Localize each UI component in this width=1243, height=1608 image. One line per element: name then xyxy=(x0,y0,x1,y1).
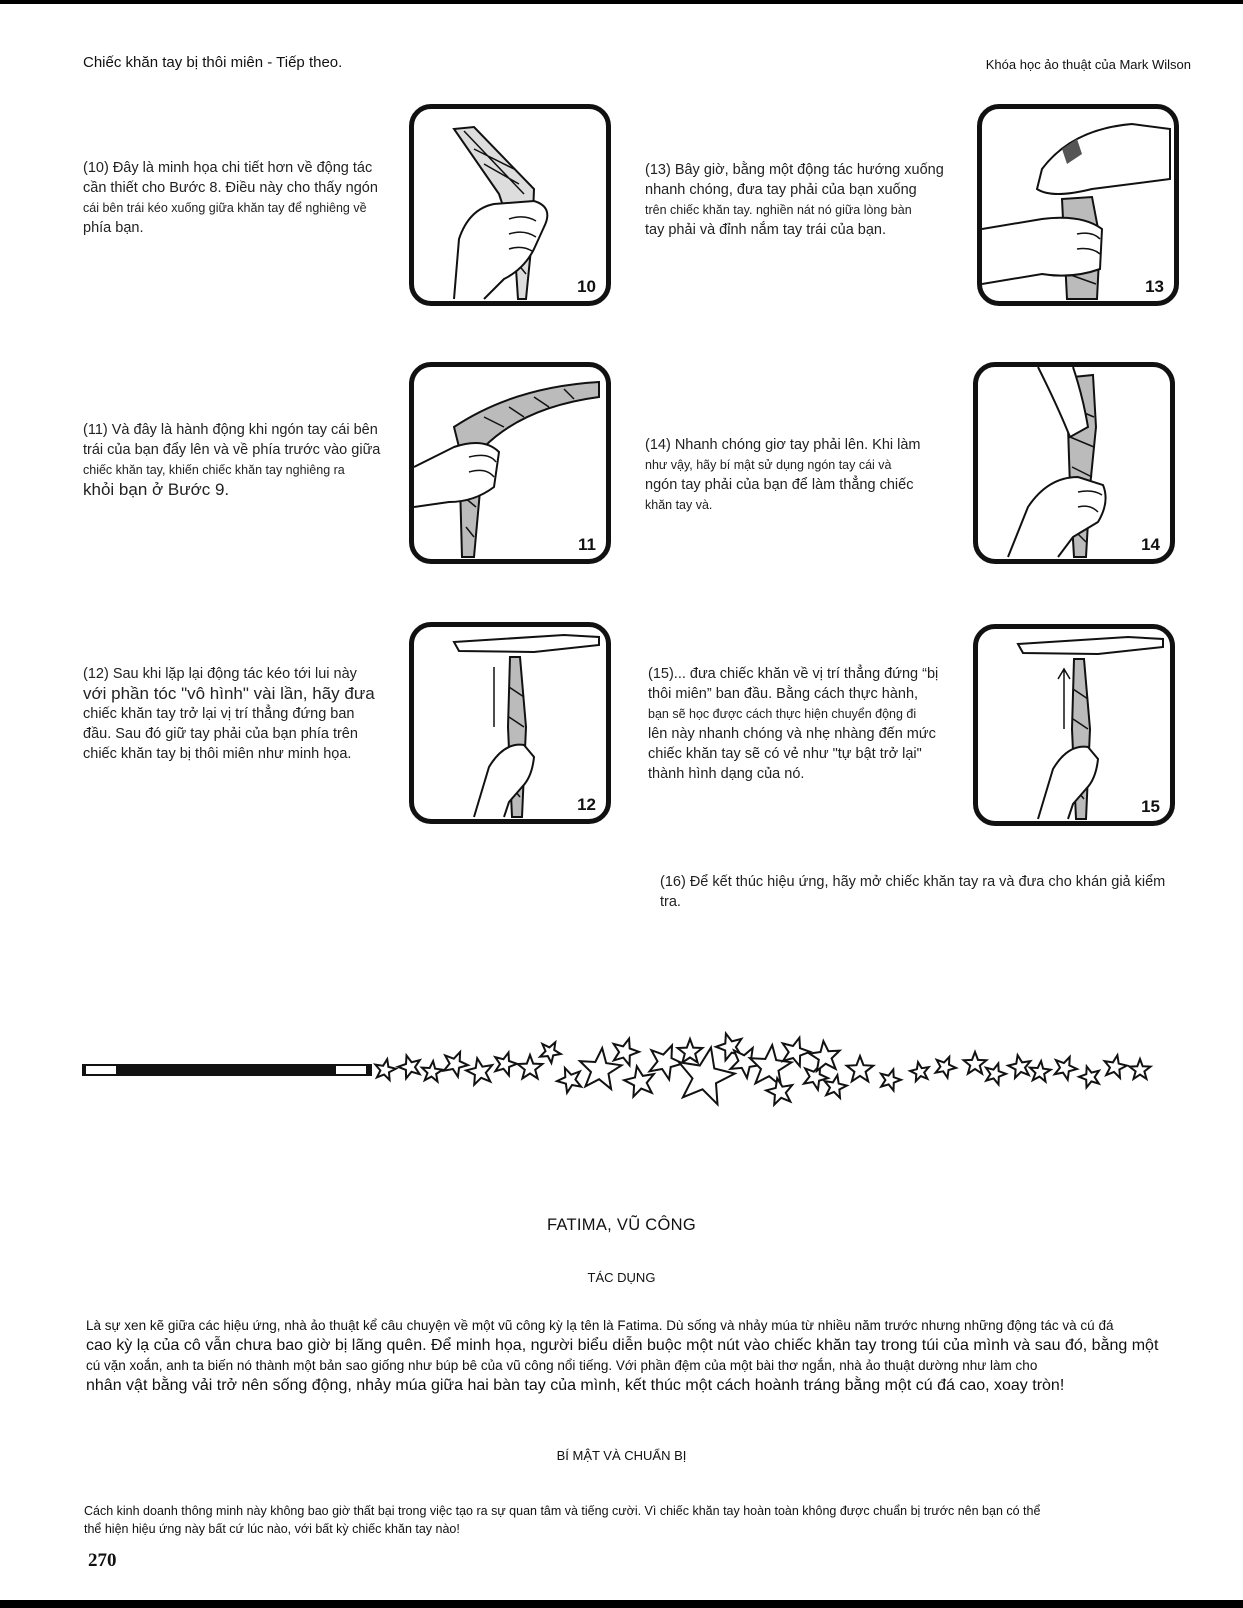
star-shape xyxy=(881,1070,901,1091)
star-shape xyxy=(847,1056,874,1081)
caption-line: bạn sẽ học được cách thực hiện chuyển động đi xyxy=(648,707,917,721)
subheading-secret: BÍ MẬT VÀ CHUẨN BỊ xyxy=(556,1448,687,1463)
star-shape xyxy=(750,1045,792,1086)
caption-line: (13) Bây giờ, bằng một động tác hướng xuống xyxy=(645,162,944,178)
star-shape xyxy=(936,1057,956,1078)
caption-line: khỏi bạn ở Bước 9. xyxy=(83,480,230,499)
paragraph-line: Cách kinh doanh thông minh này không bao giờ thất bại trong việc tạo ra sự quan tâm và tiếng cười. Vì chiếc khăn tay hoàn toàn không được chuẩn bị trước nên bạn có thể xyxy=(84,1504,1041,1518)
caption-line: (12) Sau khi lặp lại động tác kéo tới lui này xyxy=(83,666,357,682)
star-shape xyxy=(804,1065,828,1090)
caption-line: tay phải và đỉnh nắm tay trái của bạn. xyxy=(645,222,887,238)
caption-line: trên chiếc khăn tay. nghiền nát nó giữa lòng bàn xyxy=(645,203,912,217)
star-shape xyxy=(557,1068,581,1093)
caption-line: khăn tay và. xyxy=(645,498,713,512)
handkerchief-illustration xyxy=(414,109,606,301)
star-shape xyxy=(540,1042,561,1063)
star-shape xyxy=(375,1059,396,1080)
star-shape xyxy=(495,1053,517,1076)
bottom-rule xyxy=(0,1600,1243,1608)
star-shape xyxy=(1079,1067,1099,1088)
caption-line: nhanh chóng, đưa tay phải của bạn xuống xyxy=(645,182,917,198)
running-header-left: Chiếc khăn tay bị thôi miên - Tiếp theo. xyxy=(83,54,343,71)
step-11-caption xyxy=(83,420,388,500)
caption-line: (10) Đây là minh họa chi tiết hơn về động tác xyxy=(83,160,373,176)
panel-number: 12 xyxy=(577,795,596,814)
step-14-caption xyxy=(645,435,955,515)
section-title: FATIMA, VŨ CÔNG xyxy=(546,1216,697,1234)
star-shape xyxy=(986,1064,1006,1085)
star-shape xyxy=(444,1052,468,1077)
star-cluster xyxy=(375,1034,1150,1105)
illustration-panel-10 xyxy=(409,104,611,306)
panel-number: 10 xyxy=(577,277,596,296)
paragraph-line: thể hiện hiệu ứng này bất cứ lúc nào, với bất kỳ chiếc khăn tay nào! xyxy=(84,1522,460,1536)
caption-line: (15)... đưa chiếc khăn về vị trí thẳng đứng “bị xyxy=(648,666,939,682)
star-shape xyxy=(1008,1055,1030,1078)
caption-line: cần thiết cho Bước 8. Điều này cho thấy ngón xyxy=(83,180,378,196)
star-shape xyxy=(910,1062,929,1081)
step-16-caption xyxy=(660,872,1200,912)
caption-line: (11) Và đây là hành động khi ngón tay cái bên xyxy=(83,422,378,438)
star-shape xyxy=(1105,1055,1127,1078)
illustration-panel-12 xyxy=(409,622,611,824)
panel-number: 13 xyxy=(1145,277,1164,296)
step-15-caption xyxy=(648,664,953,784)
caption-line: thôi miên” ban đầu. Bằng cách thực hành, xyxy=(648,686,919,702)
paragraph-line: cú vặn xoắn, anh ta biến nó thành một bản sao giống như búp bê của vũ công nổi tiếng. Với phần đệm của một bài thơ ngắn, nhà ảo thuật dường như làm cho xyxy=(86,1358,1038,1373)
star-shape xyxy=(580,1048,622,1089)
caption-line: trái của bạn đẩy lên và về phía trước vào giữa xyxy=(83,442,381,458)
illustration-panel-11 xyxy=(409,362,611,564)
top-rule xyxy=(0,0,1243,4)
handkerchief-illustration xyxy=(978,367,1170,559)
paragraph-line: cao kỳ lạ của cô vẫn chưa bao giờ bị lãng quên. Để minh họa, người biểu diễn buộc một nút vào chiếc khăn tay trong túi của mình và sau đó, bằng một xyxy=(86,1337,1159,1354)
caption-line: chiếc khăn tay sẽ có vẻ như "tự bật trở lại" xyxy=(648,746,922,762)
caption-line: với phần tóc "vô hình" vài lần, hãy đưa xyxy=(83,684,375,703)
star-divider xyxy=(80,1022,1200,1122)
caption-line: như vậy, hãy bí mật sử dụng ngón tay cái và xyxy=(645,458,892,472)
star-shape xyxy=(398,1056,420,1079)
effect-paragraph xyxy=(86,1316,1186,1396)
star-shape xyxy=(1130,1059,1151,1079)
star-shape xyxy=(518,1055,543,1079)
star-shape xyxy=(466,1058,492,1084)
caption-line: (16) Để kết thúc hiệu ứng, hãy mở chiếc khăn tay ra và đưa cho khán giả kiểm xyxy=(660,874,1166,890)
caption-line: lên này nhanh chóng và nhẹ nhàng đến mức xyxy=(648,726,936,742)
running-header-right: Khóa học ảo thuật của Mark Wilson xyxy=(985,57,1191,72)
caption-line: (14) Nhanh chóng giơ tay phải lên. Khi làm xyxy=(645,437,921,453)
star-shape xyxy=(809,1041,839,1071)
handkerchief-illustration xyxy=(414,627,606,819)
caption-line: tra. xyxy=(660,894,681,910)
illustration-panel-15 xyxy=(973,624,1175,826)
caption-line: chiếc khăn tay, khiến chiếc khăn tay nghiêng ra xyxy=(83,463,345,477)
caption-line: phía bạn. xyxy=(83,220,144,236)
handkerchief-illustration xyxy=(982,109,1174,301)
caption-line: đầu. Sau đó giữ tay phải của bạn phía trên xyxy=(83,726,358,742)
illustration-panel-14 xyxy=(973,362,1175,564)
subheading-effect: TÁC DỤNG xyxy=(587,1270,656,1285)
handkerchief-illustration xyxy=(414,367,606,559)
caption-line: chiếc khăn tay bị thôi miên như minh họa. xyxy=(83,746,352,762)
star-shape xyxy=(964,1052,987,1074)
step-13-caption xyxy=(645,160,945,240)
star-shape xyxy=(422,1061,443,1081)
star-shape xyxy=(1055,1057,1077,1080)
wand-bar xyxy=(82,1064,372,1076)
page-number: 270 xyxy=(88,1550,117,1571)
star-shape xyxy=(678,1039,703,1063)
step-12-caption xyxy=(83,664,393,764)
caption-line: cái bên trái kéo xuống giữa khăn tay để nghiêng về xyxy=(83,201,367,215)
caption-line: chiếc khăn tay trở lại vị trí thẳng đứng ban xyxy=(83,706,355,722)
panel-number: 14 xyxy=(1141,535,1160,554)
star-shape xyxy=(1030,1061,1051,1081)
paragraph-line: nhân vật bằng vải trở nên sống động, nhảy múa giữa hai bàn tay của mình, kết thúc một cách hoành tráng bằng một cú đá cao, xoay tròn! xyxy=(86,1377,1065,1394)
step-10-caption xyxy=(83,158,383,238)
caption-line: thành hình dạng của nó. xyxy=(648,766,805,782)
panel-number: 11 xyxy=(578,535,596,554)
handkerchief-illustration xyxy=(978,629,1170,821)
panel-number: 15 xyxy=(1141,797,1160,816)
caption-line: ngón tay phải của bạn để làm thẳng chiếc xyxy=(645,477,914,493)
paragraph-line: Là sự xen kẽ giữa các hiệu ứng, nhà ảo thuật kể câu chuyện về một vũ công kỳ lạ tên là Fatima. Dù sống và nhảy múa từ nhiều năm trước nhưng những động tác và cú đá xyxy=(86,1318,1114,1333)
illustration-panel-13 xyxy=(977,104,1179,306)
star-shape xyxy=(766,1078,792,1104)
star-shape xyxy=(614,1039,639,1066)
secret-paragraph xyxy=(84,1502,1184,1538)
